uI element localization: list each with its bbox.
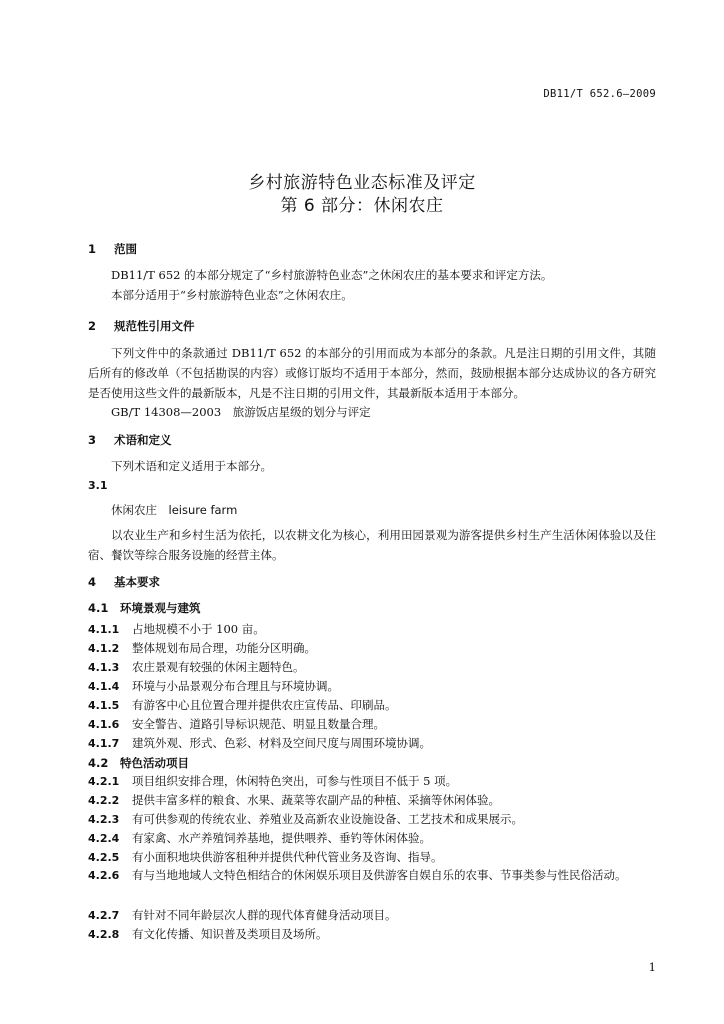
list-item (88, 926, 328, 942)
section-title: 范围 (114, 242, 137, 256)
section-number: 3 (88, 433, 97, 447)
term-definition: 以农业生产和乡村生活为依托，以农耕文化为核心，利用田园景观为游客提供乡村生产生活休闲体验以及住宿、餐饮等综合服务设施的经营主体。 (88, 528, 656, 562)
list-item (88, 735, 431, 751)
item-text: 整体规划布局合理，功能分区明确。 (132, 641, 316, 655)
list-item (88, 678, 339, 694)
list-item (88, 792, 500, 808)
item-text: 占地规模不小于 100 亩。 (132, 622, 265, 636)
list-item (88, 811, 523, 827)
term-entry: 休闲农庄 leisure farm (111, 503, 238, 517)
item-number: 4.2.8 (88, 928, 120, 941)
item-text: 农庄景观有较强的休闲主题特色。 (132, 660, 305, 674)
subsection-number: 4.1 (88, 601, 109, 615)
item-number: 4.2.5 (88, 851, 120, 864)
document-code: DB11/T 652.6—2009 (543, 88, 656, 100)
list-item (88, 865, 656, 886)
section-number: 2 (88, 319, 97, 333)
list-item (88, 907, 397, 923)
subsection-4-2-heading (88, 755, 189, 771)
item-text: 提供丰富多样的粮食、水果、蔬菜等农副产品的种植、采摘等休闲体验。 (132, 793, 500, 807)
subsection-title: 特色活动项目 (120, 756, 189, 770)
item-number: 4.1.1 (88, 623, 120, 636)
list-item (88, 697, 397, 713)
list-item (88, 716, 385, 732)
scope-paragraph: DB11/T 652 的本部分规定了“乡村旅游特色业态”之休闲农庄的基本要求和评定方法。 (111, 268, 553, 282)
section-4-heading (88, 574, 160, 590)
applicability-paragraph: 本部分适用于“乡村旅游特色业态”之休闲农庄。 (111, 288, 353, 302)
item-number: 4.2.1 (88, 775, 120, 788)
item-text: 有可供参观的传统农业、养殖业及高新农业设施设备、工艺技术和成果展示。 (132, 812, 523, 826)
item-number: 4.1.3 (88, 661, 120, 674)
item-text: 有文化传播、知识普及类项目及场所。 (132, 927, 328, 941)
item-text: 有与当地地域人文特色相结合的休闲娱乐项目及供游客自娱自乐的农事、节事类参与性民俗活动。 (132, 868, 627, 882)
terms-intro: 下列术语和定义适用于本部分。 (111, 459, 272, 473)
list-item (88, 621, 265, 637)
list-item (88, 830, 431, 846)
section-2-heading (88, 318, 195, 334)
subsection-title: 环境景观与建筑 (120, 601, 201, 615)
item-text: 安全警告、道路引导标识规范、明显且数量合理。 (132, 717, 385, 731)
subsection-number: 4.2 (88, 756, 109, 770)
item-number: 4.2.4 (88, 832, 120, 845)
page-number: 1 (648, 960, 656, 974)
item-number: 4.1.6 (88, 718, 120, 731)
reference-item: GB/T 14308—2003 旅游饭店星级的划分与评定 (111, 405, 371, 419)
item-number: 4.1.2 (88, 642, 120, 655)
item-number: 4.2.6 (88, 869, 120, 882)
section-title: 基本要求 (114, 575, 160, 589)
item-number: 4.2.7 (88, 909, 120, 922)
document-title: 乡村旅游特色业态标准及评定 (248, 173, 476, 193)
list-item (88, 640, 316, 656)
normative-references-paragraph: 下列文件中的条款通过 DB11/T 652 的本部分的引用而成为本部分的条款。凡是注日期的引用文件，其随后所有的修改单（不包括勘误的内容）或修订版均不适用于本部分，然而，鼓励根据本部分达成协议的各方研究是否使用这些文件的最新版本，凡是不注日期的引用文件，其最新版本适用于本部分。 (88, 346, 656, 400)
section-number: 1 (88, 242, 97, 256)
section-3-heading (88, 432, 172, 448)
section-1-heading (88, 241, 137, 257)
item-text: 有小面积地块供游客租种并提供代种代管业务及咨询、指导。 (132, 850, 443, 864)
item-text: 环境与小品景观分布合理且与环境协调。 (132, 679, 339, 693)
list-item (88, 659, 305, 675)
item-text: 项目组织安排合理，休闲特色突出，可参与性项目不低于 5 项。 (132, 774, 458, 788)
item-text: 有针对不同年龄层次人群的现代体育健身活动项目。 (132, 908, 397, 922)
item-text: 建筑外观、形式、色彩、材料及空间尺度与周围环境协调。 (132, 736, 431, 750)
section-number: 4 (88, 575, 97, 589)
item-text: 有家禽、水产养殖饲养基地，提供喂养、垂钓等休闲体验。 (132, 831, 431, 845)
document-subtitle: 第 6 部分：休闲农庄 (280, 196, 444, 216)
item-number: 4.1.7 (88, 737, 120, 750)
list-item (88, 849, 443, 865)
item-number: 4.1.4 (88, 680, 120, 693)
section-title: 术语和定义 (114, 433, 172, 447)
item-number: 4.2.2 (88, 794, 120, 807)
item-number: 4.1.5 (88, 699, 120, 712)
item-number: 4.2.3 (88, 813, 120, 826)
item-text: 有游客中心且位置合理并提供农庄宣传品、印刷品。 (132, 698, 397, 712)
clause-number: 3.1 (88, 479, 108, 492)
list-item (88, 773, 457, 789)
section-title: 规范性引用文件 (114, 319, 195, 333)
subsection-4-1-heading (88, 600, 201, 616)
